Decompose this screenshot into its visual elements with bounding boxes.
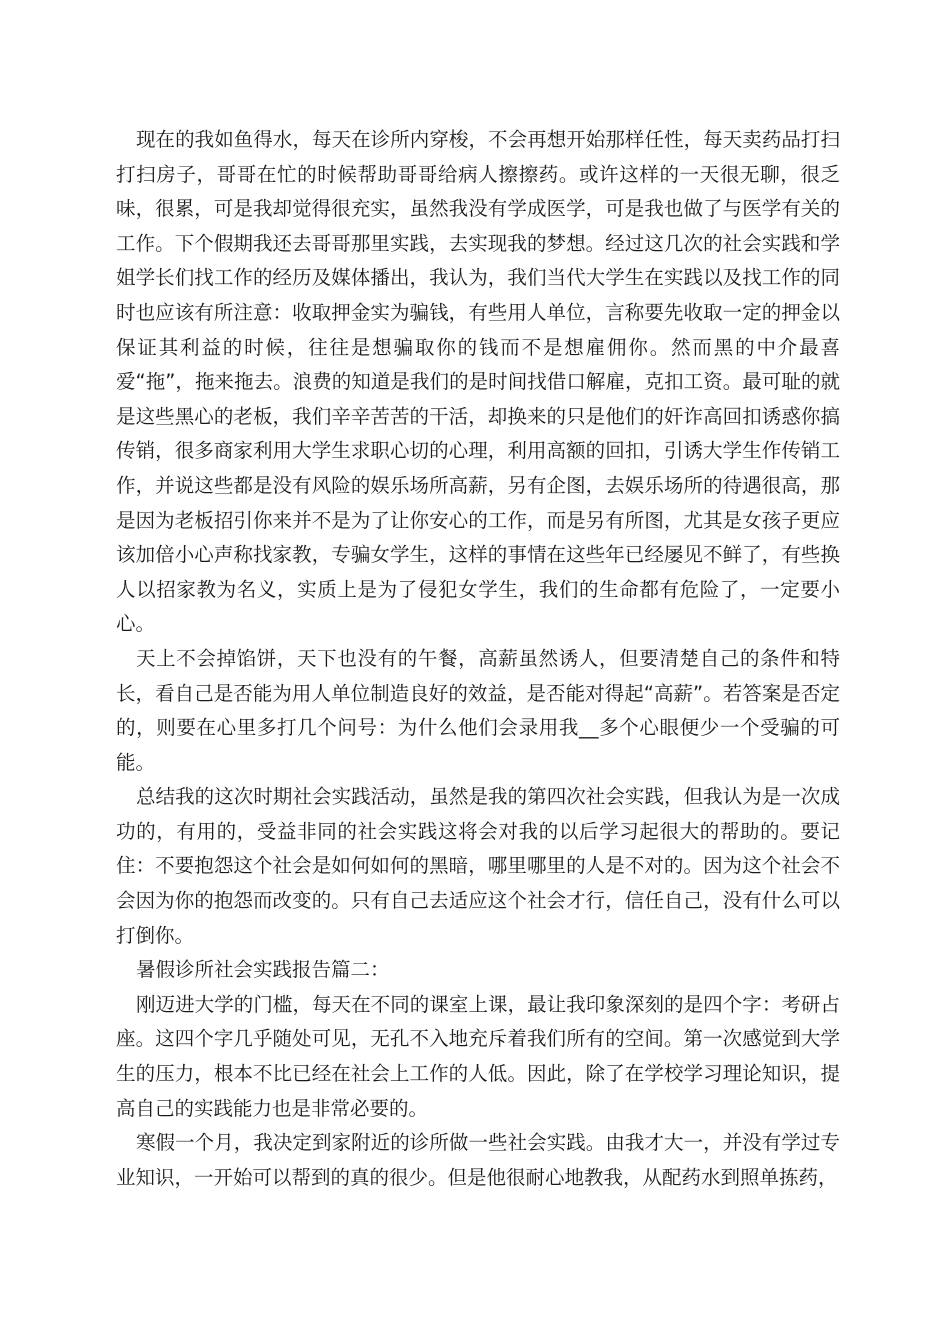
paragraph-winter-break: 寒假一个月，我决定到家附近的诊所做一些社会实践。由我才大一，并没有学过专业知识，一开始可以帮到的真的很少。但是他很耐心地教我，从配药水到照单拣药， bbox=[116, 1131, 840, 1189]
paragraph-no-free-lunch: 天上不会掉馅饼，天下也没有的午餐，高薪虽然诱人，但要清楚自己的条件和特长，看自己是否能为用人单位制造良好的效益，是否能对得起“高薪”。若答案是否定的，则要在心里多打几个问号：为什么他们会录用我__多个心眼便少一个受骗的可能。 bbox=[116, 646, 840, 774]
paragraph-clinic-experience: 现在的我如鱼得水，每天在诊所内穿梭，不会再想开始那样任性，每天卖药品打扫打扫房子，哥哥在忙的时候帮助哥哥给病人擦擦药。或许这样的一天很无聊，很乏味，很累，可是我却觉得很充实，虽然我没有学成医学，可是我也做了与医学有关的工作。下个假期我还去哥哥那里实践，去实现我的梦想。经过这几次的社会实践和学姐学长们找工作的经历及媒体播出，我认为，我们当代大学生在实践以及找工作的同时也应该有所注意：收取押金实为骗钱，有些用人单位，言称要先收取一定的押金以保证其利益的时候，往往是想骗取你的钱而不是想雇佣你。然而黑的中介最喜爱“拖”，拖来拖去。浪费的知道是我们的是时间找借口解雇，克扣工资。最可耻的就是这些黑心的老板，我们辛辛苦苦的干活，却换来的只是他们的奸诈高回扣诱惑你搞传销，很多商家利用大学生求职心切的心理，利用高额的回扣，引诱大学生作传销工作，并说这些都是没有风险的娱乐场所高薪，另有企图，去娱乐场所的待遇很高，那是因为老板招引你来并不是为了让你安心的工作，而是另有所图，尤其是女孩子更应该加倍小心声称找家教，专骗女学生，这样的事情在这些年已经屡见不鲜了，有些换人以招家教为名义，实质上是为了侵犯女学生，我们的生命都有危险了，一定要小心。 bbox=[116, 128, 840, 636]
document-body bbox=[116, 123, 840, 1195]
section-heading: 暑假诊所社会实践报告篇二： bbox=[136, 958, 390, 982]
paragraph-summary: 总结我的这次时期社会实践活动，虽然是我的第四次社会实践，但我认为是一次成功的，有用的，受益非同的社会实践这将会对我的以后学习起很大的帮助的。要记住：不要抱怨这个社会是如何如何的黑暗，哪里哪里的人是不对的。因为这个社会不会因为你的抱怨而改变的。只有自己去适应这个社会才行，信任自己，没有什么可以打倒你。 bbox=[116, 785, 840, 947]
paragraph-university-start: 刚迈进大学的门槛，每天在不同的课室上课，最让我印象深刻的是四个字：考研占座。这四个字几乎随处可见，无孔不入地充斥着我们所有的空间。第一次感觉到大学生的压力，根本不比已经在社会上工作的人低。因此，除了在学校学习理论知识，提高自己的实践能力也是非常必要的。 bbox=[116, 992, 840, 1120]
